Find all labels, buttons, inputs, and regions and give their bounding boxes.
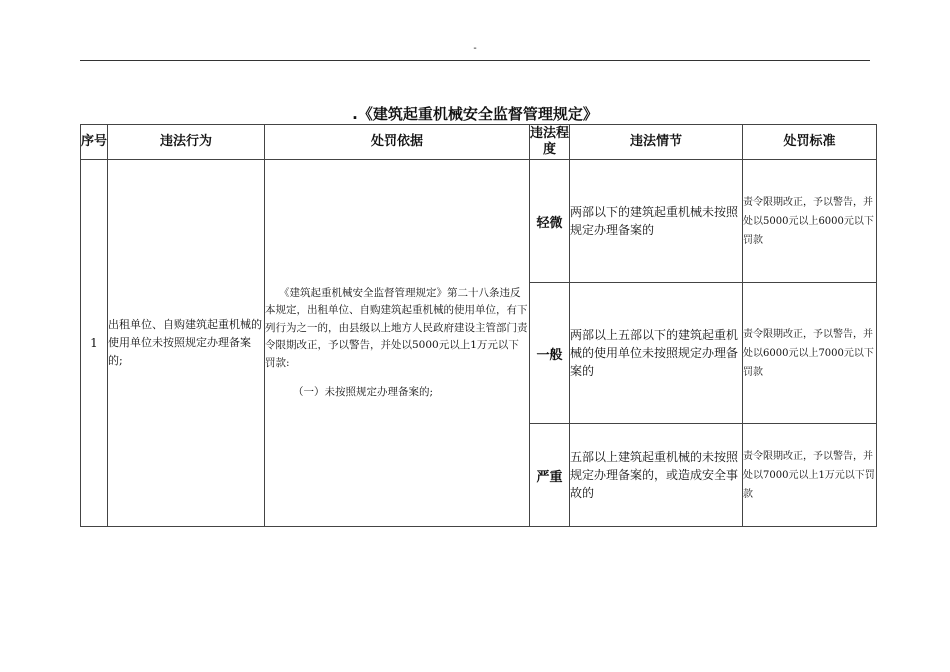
header-rule (80, 60, 870, 61)
level-serious: 严重 (530, 424, 570, 527)
level-general: 一般 (530, 283, 570, 424)
row-seq: 1 (81, 160, 108, 527)
document-title: .《建筑起重机械安全监督管理规定》 (352, 105, 598, 123)
standard-general: 责令限期改正，予以警告，并处以6000元以上7000元以下罚款 (743, 283, 877, 424)
header-standard: 处罚标准 (743, 125, 877, 160)
basis-cell (265, 160, 530, 527)
table-row (81, 160, 877, 283)
page-header-mark: - (473, 43, 477, 54)
table-header-row (81, 125, 877, 160)
circumstance-general: 两部以上五部以下的建筑起重机械的使用单位未按照规定办理备案的 (570, 283, 743, 424)
basis-item: （一）未按照规定办理备案的; (293, 386, 434, 398)
basis-paragraph: 《建筑起重机械安全监督管理规定》第二十八条违反本规定，出租单位、自购建筑起重机械的使用单位，有下列行为之一的，由县级以上地方人民政府建设主管部门责令限期改正，予以警告，并处以5000元以上1万元以下罚款: (265, 286, 528, 369)
circumstance-minor: 两部以下的建筑起重机械未按照规定办理备案的 (570, 160, 743, 283)
penalty-table (80, 124, 877, 527)
standard-serious: 责令限期改正，予以警告，并处以7000元以上1万元以下罚款 (743, 424, 877, 527)
header-violation: 违法行为 (108, 125, 265, 160)
header-basis: 处罚依据 (265, 125, 530, 160)
standard-minor: 责令限期改正，予以警告，并处以5000元以上6000元以下罚款 (743, 160, 877, 283)
circumstance-serious: 五部以上建筑起重机械的未按照规定办理备案的，或造成安全事故的 (570, 424, 743, 527)
header-seq: 序号 (81, 125, 108, 160)
level-minor: 轻微 (530, 160, 570, 283)
violation-cell: 出租单位、自购建筑起重机械的使用单位未按照规定办理备案的; (108, 160, 265, 527)
header-degree: 违法程度 (530, 125, 570, 160)
header-circumstance: 违法情节 (570, 125, 743, 160)
